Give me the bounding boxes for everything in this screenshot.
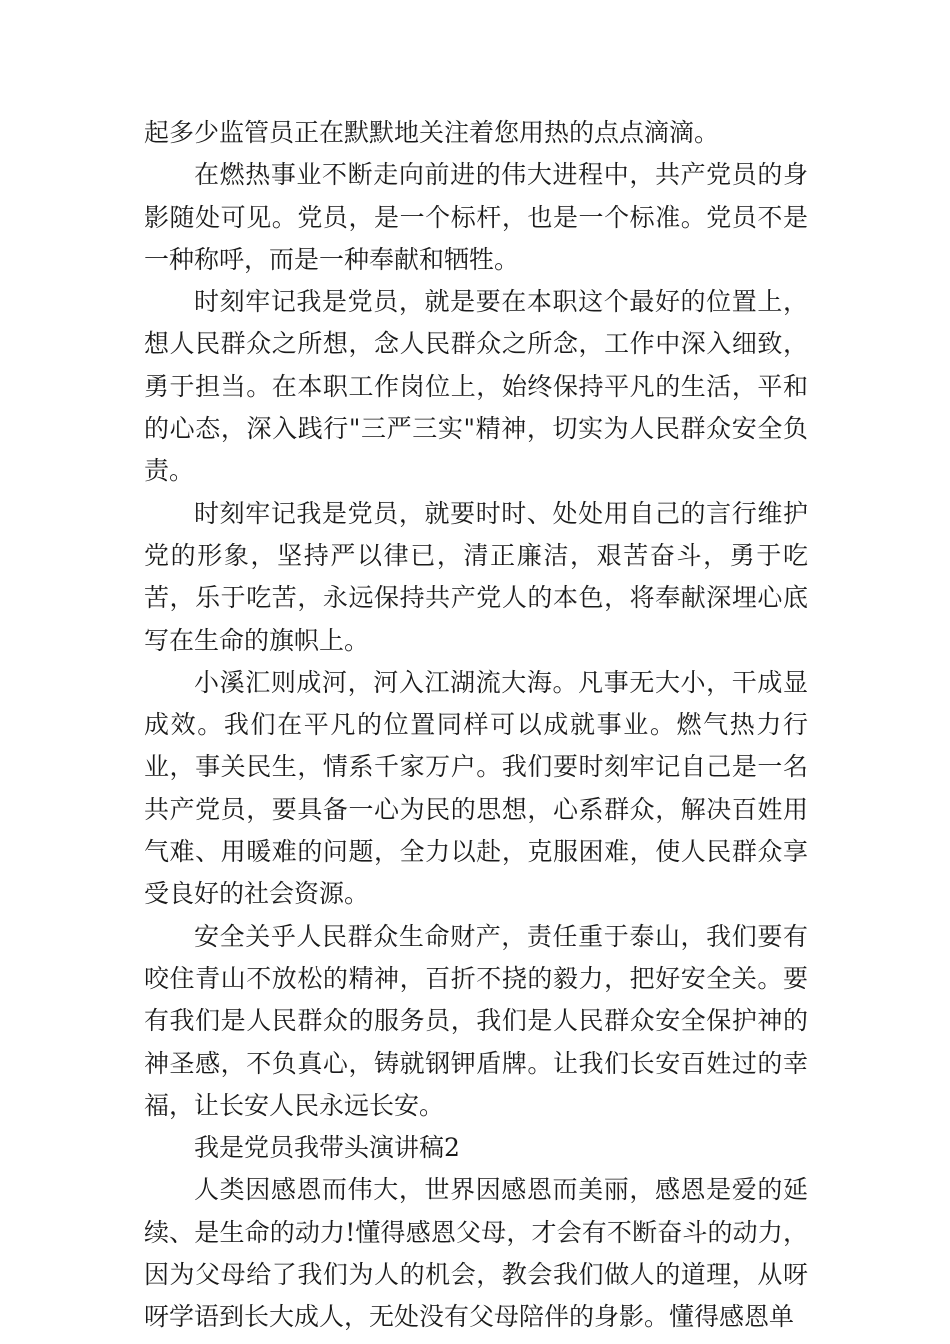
paragraph: 在燃热事业不断走向前进的伟大进程中，共产党员的身影随处可见。党员，是一个标杆，也是一个标准。党员不是一种称呼，而是一种奉献和牺牲。 [144,160,808,274]
section-title: 我是党员我带头演讲稿2 [194,1133,460,1163]
paragraph: 小溪汇则成河，河入江湖流大海。凡事无大小，干成显成效。我们在平凡的位置同样可以成就事业。燃气热力行业，事关民生，情系千家万户。我们要时刻牢记自己是一名共产党员，要具备一心为民的思想，心系群众，解决百姓用气难、用暖难的问题，全力以赴，克服困难，使人民群众享受良好的社会资源。 [144,667,808,909]
paragraph: 人类因感恩而伟大，世界因感恩而美丽，感恩是爱的延续、是生命的动力!懂得感恩父母，才会有不断奋斗的动力，因为父母给了我们为人的机会，教会我们做人的道理，从呀呀学语到长大成人，无处没有父母陪伴的身影。懂得感恩单 [144,1175,808,1332]
paragraph-continuation: 起多少监管员正在默默地关注着您用热的点点滴滴。 [144,118,720,147]
paragraph: 时刻牢记我是党员，就是要在本职这个最好的位置上，想人民群众之所想，念人民群众之所念，工作中深入细致，勇于担当。在本职工作岗位上，始终保持平凡的生活，平和的心态，深入践行"三严三实"精神，切实为人民群众安全负责。 [144,287,808,486]
paragraph: 时刻牢记我是党员，就要时时、处处用自己的言行维护党的形象，坚持严以律已，清正廉洁，艰苦奋斗，勇于吃苦，乐于吃苦，永远保持共产党人的本色，将奉献深埋心底写在生命的旗帜上。 [144,498,808,655]
document-page [144,112,808,1339]
paragraph: 安全关乎人民群众生命财产，责任重于泰山，我们要有咬住青山不放松的精神，百折不挠的毅力，把好安全关。要有我们是人民群众的服务员，我们是人民群众安全保护神的神圣感，不负真心，铸就钢钾盾牌。让我们长安百姓过的幸福，让长安人民永远长安。 [144,921,808,1120]
